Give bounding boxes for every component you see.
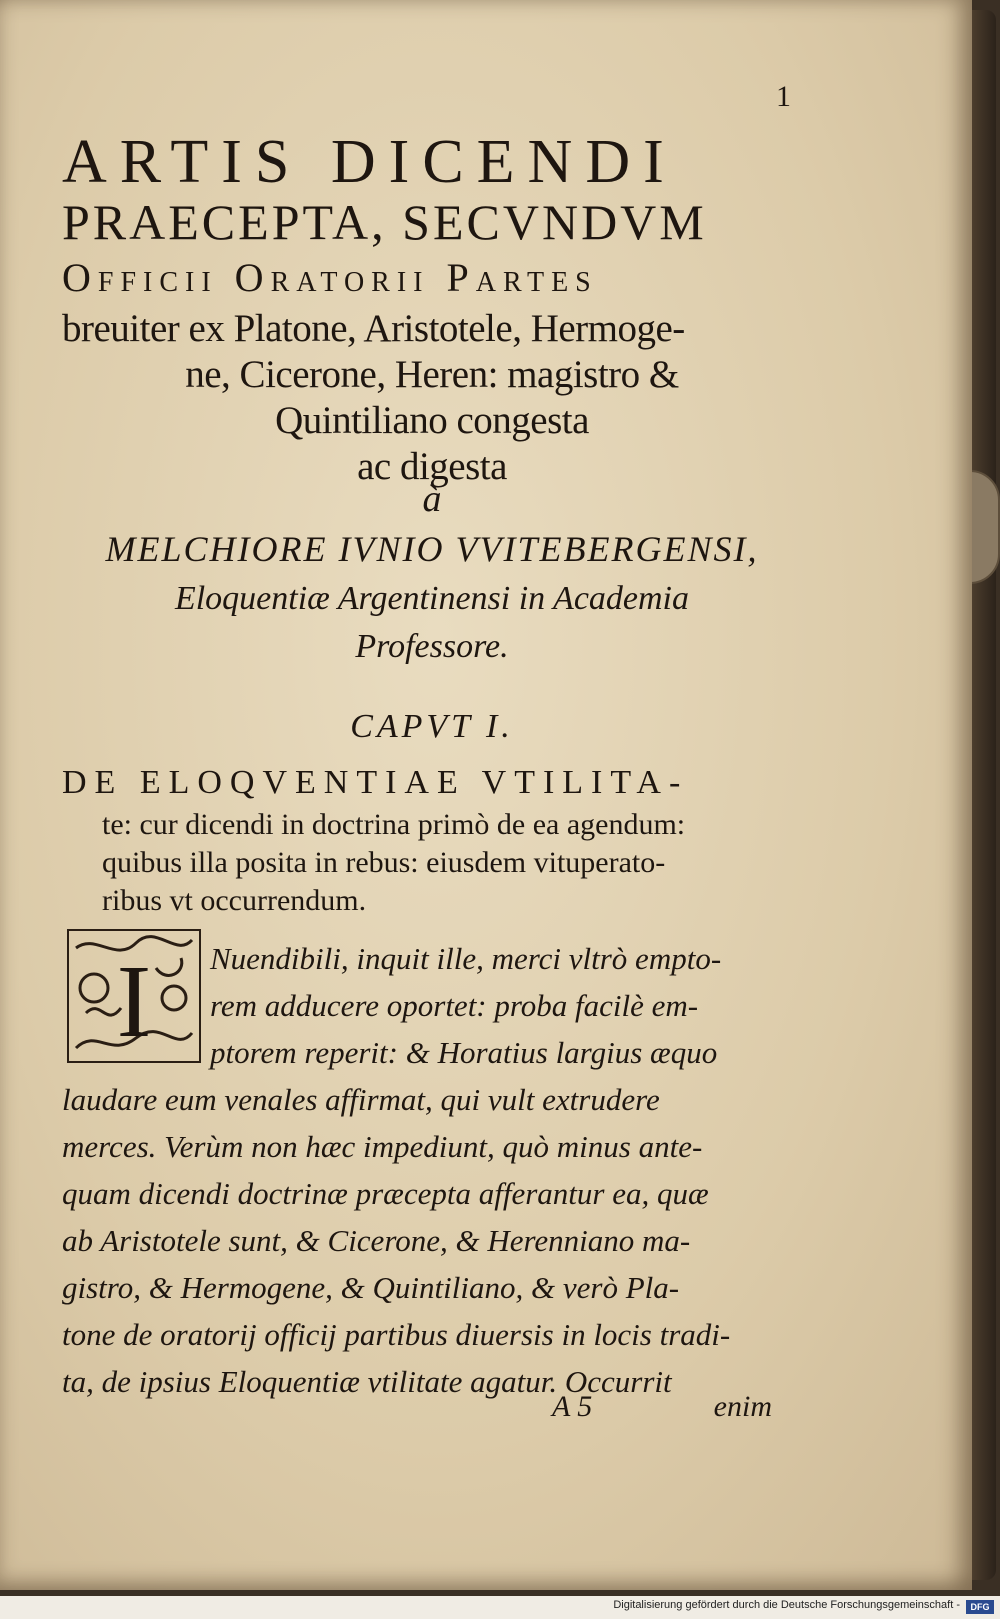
title-line: PRAECEPTA, SECVNDVM	[62, 194, 707, 250]
body-text	[62, 935, 782, 1405]
title-line: breuiter ex Platone, Aristotele, Hermoge-	[62, 307, 685, 350]
subheading-line: te: cur dicendi in doctrina primò de ea agendum:	[102, 808, 686, 841]
author-preposition: à	[422, 478, 442, 520]
author-title: Eloquentiæ Argentinensi in Academia	[174, 580, 690, 617]
body-line: laudare eum venales affirmat, qui vult extrudere	[62, 1082, 660, 1117]
body-line: Nuendibili, inquit ille, merci vltrò empto-	[210, 941, 722, 976]
body-line: gistro, & Hermogene, & Quintiliano, & verò Pla-	[62, 1270, 680, 1305]
title-line: ARTIS DICENDI	[62, 128, 677, 196]
body-line: quam dicendi doctrinæ præcepta afferantur ea, quæ	[62, 1176, 709, 1211]
body-line: ta, de ipsius Eloquentiæ vtilitate agatur. Occurrit	[62, 1364, 672, 1399]
author-title: Professore.	[355, 628, 509, 665]
subheading-line: DE ELOQVENTIAE VTILITA-	[62, 764, 689, 801]
signature-mark: A 5	[552, 1390, 593, 1423]
title-block	[62, 130, 802, 490]
body-line: rem adducere oportet: proba facilè em-	[210, 988, 699, 1023]
title-line: Officii Oratorii Partes	[62, 255, 598, 300]
author-block	[62, 475, 802, 671]
chapter-heading: CAPVT I.	[350, 708, 514, 745]
title-line: Quintiliano congesta	[275, 399, 589, 442]
footer-credit: Digitalisierung gefördert durch die Deutsche Forschungsgemeinschaft -	[613, 1599, 960, 1611]
title-line: ne, Cicerone, Heren: magistro &	[185, 353, 679, 396]
author-name: MELCHIORE IVNIO VVITEBERGENSI,	[105, 529, 759, 569]
subheading-line: quibus illa posita in rebus: eiusdem vituperato-	[102, 846, 666, 879]
digitization-footer	[0, 1596, 1000, 1619]
body-line: ab Aristotele sunt, & Cicerone, & Herenniano ma-	[62, 1223, 691, 1258]
chapter-subheading	[62, 760, 802, 920]
subheading-line: ribus vt occurrendum.	[102, 884, 367, 917]
dfg-logo: DFG	[966, 1600, 994, 1614]
body-line: merces. Verùm non hæc impediunt, quò minus ante-	[62, 1129, 703, 1164]
page-footer-marks	[62, 1390, 782, 1430]
body-line: ptorem reperit: & Horatius largius æquo	[210, 1035, 718, 1070]
catchword: enim	[713, 1390, 772, 1423]
page-number: 1	[776, 80, 791, 113]
drop-cap-letter: I	[116, 944, 152, 1059]
body-line: tone de oratorij officij partibus diuersis in locis tradi-	[62, 1317, 731, 1352]
title-line: ac digesta	[357, 445, 507, 488]
